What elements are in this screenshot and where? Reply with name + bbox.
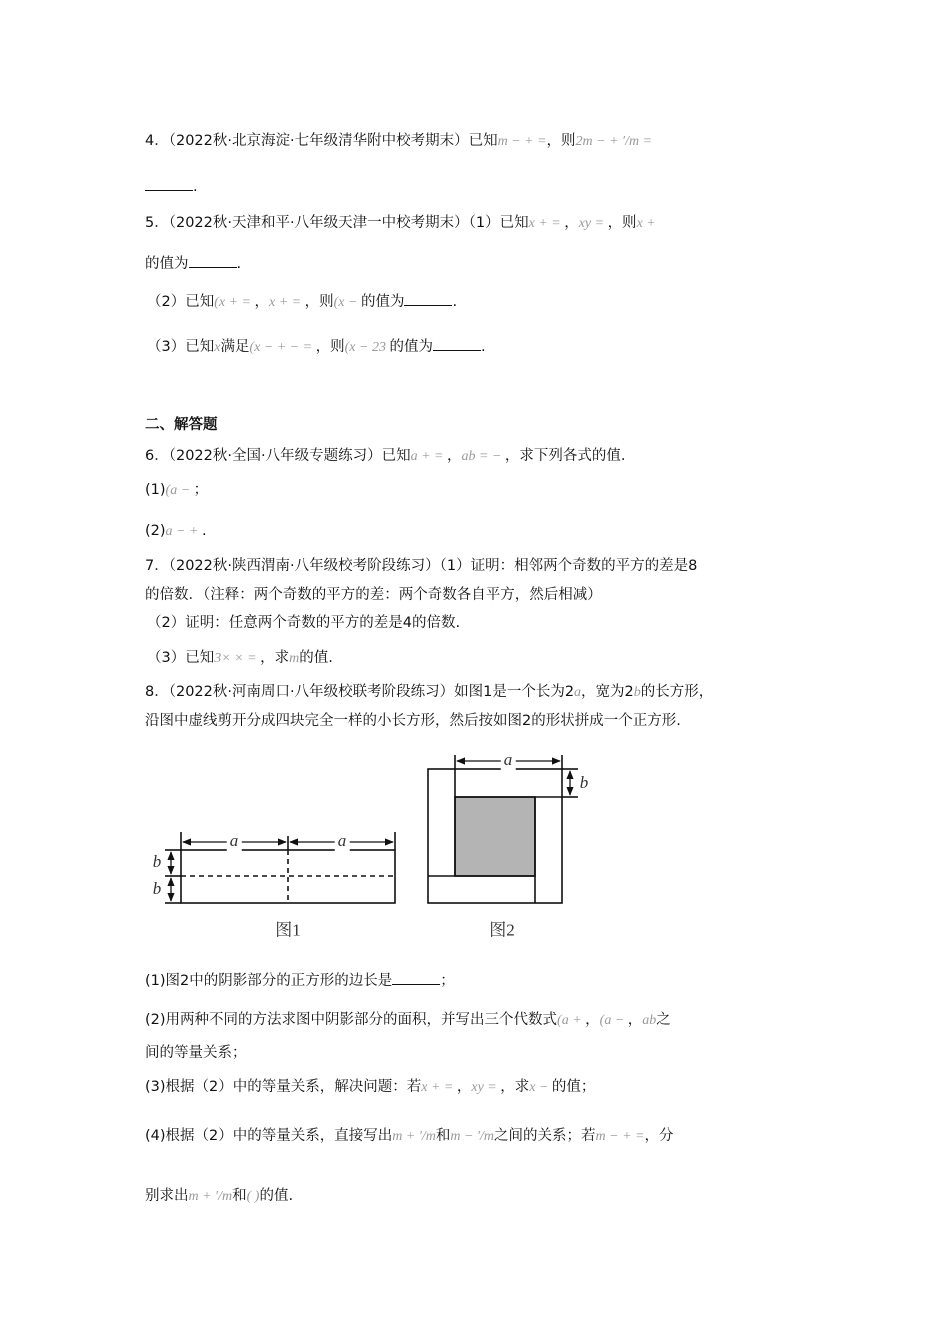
- text-segment: 的倍数．（注释：两个奇数的平方的差：两个奇数各自平方，然后相减）: [145, 587, 602, 603]
- math-expression: (a +: [557, 1013, 586, 1028]
- math-expression: (x − 23: [344, 340, 390, 355]
- text-segment: (2): [145, 523, 166, 539]
- text-segment: ，则: [546, 133, 576, 149]
- text-segment: 7．（2022秋·陕西渭南·八年级校考阶段练习）（1）证明：相邻两个奇数的平方的差是8: [145, 558, 698, 574]
- text-segment: （3）已知: [147, 339, 215, 355]
- text-segment: 5．（2022秋·天津和平·八年级天津一中校考期末）（1）已知: [145, 215, 529, 231]
- fig1-label-b-top: b: [152, 852, 162, 871]
- text-segment: ，求: [260, 650, 290, 666]
- text-segment: ，: [254, 294, 270, 310]
- text-segment: (1): [145, 482, 166, 498]
- math-expression: m: [289, 651, 300, 666]
- text-segment: .: [452, 294, 458, 310]
- text-segment: ，则: [315, 339, 345, 355]
- math-expression: x +: [636, 216, 656, 231]
- section-heading: 二、解答题: [145, 417, 218, 433]
- math-expression: x: [214, 340, 221, 355]
- text-segment: ，: [564, 215, 579, 231]
- text-segment: 满足: [220, 339, 250, 355]
- text-segment: 间的等量关系；: [145, 1045, 247, 1061]
- fig2-shaded-square: [455, 797, 535, 876]
- text-segment: 的值为: [145, 256, 189, 272]
- text-segment: 别求出: [145, 1188, 189, 1204]
- text-segment: 和: [232, 1188, 247, 1204]
- fig1-label-a-right: a: [335, 831, 350, 851]
- math-expression: (a −: [599, 1013, 628, 1028]
- text-segment: .: [480, 339, 486, 355]
- math-expression: a − +: [165, 524, 202, 539]
- figure-2: [428, 755, 578, 903]
- math-expression: a + =: [410, 449, 447, 464]
- math-expression: ( ): [246, 1189, 260, 1204]
- math-expression: ab: [642, 1013, 657, 1028]
- math-expression: ab = −: [461, 449, 505, 464]
- fig1-label-a-left: a: [227, 831, 242, 851]
- text-segment: ，求: [500, 1079, 530, 1095]
- text-segment: ，则: [304, 294, 334, 310]
- text-segment: ，: [447, 448, 462, 464]
- text-segment: 沿图中虚线剪开分成四块完全一样的小长方形，然后按如图2的形状拼成一个正方形.: [145, 713, 681, 729]
- fig1-caption: 图1: [275, 920, 301, 940]
- text-segment: ，分: [644, 1128, 674, 1144]
- math-expression: m − + =: [595, 1129, 645, 1144]
- text-segment: ；: [193, 482, 209, 498]
- text-segment: ，: [585, 1012, 600, 1028]
- text-segment: (2)用两种不同的方法求图中阴影部分的面积，并写出三个代数式: [145, 1012, 558, 1028]
- math-expression: xy =: [471, 1080, 501, 1095]
- text-segment: 的长方形，: [640, 684, 714, 700]
- math-expression: m + ′/m: [392, 1129, 436, 1144]
- math-expression: (x − + − =: [249, 340, 316, 355]
- text-segment: 4．（2022秋·北京海淀·七年级清华附中校考期末）已知: [145, 133, 498, 149]
- text-segment: 的值.: [259, 1188, 294, 1204]
- text-segment: ，: [456, 1079, 472, 1095]
- text-segment: 的值为: [360, 294, 405, 310]
- text-segment: 之: [656, 1012, 671, 1028]
- math-expression: b: [633, 685, 641, 700]
- fig2-caption: 图2: [489, 920, 515, 940]
- math-expression: 3× × =: [214, 651, 261, 666]
- fig2-label-b: b: [579, 773, 589, 792]
- math-expression: 2m − + ′/m =: [575, 134, 653, 149]
- fig2-label-a: a: [501, 750, 516, 770]
- text-segment: (1)图2中的阴影部分的正方形的边长是: [145, 973, 393, 989]
- text-segment: 和: [435, 1128, 451, 1144]
- figure-1: [165, 832, 395, 903]
- text-segment: (4)根据（2）中的等量关系，直接写出: [145, 1128, 393, 1144]
- math-expression: (a −: [165, 483, 194, 498]
- text-segment: ；: [440, 973, 455, 989]
- text-segment: .: [236, 256, 242, 272]
- text-segment: ，则: [607, 215, 637, 231]
- text-segment: 的值为: [389, 339, 433, 355]
- text-segment: 的值.: [299, 650, 333, 666]
- text-segment: 6．（2022秋·全国·八年级专题练习）已知: [145, 448, 411, 464]
- text-segment: .: [201, 523, 207, 539]
- math-expression: (x −: [333, 295, 361, 310]
- text-segment: ，求下列各式的值.: [504, 448, 626, 464]
- text-segment: 8．（2022秋·河南周口·八年级校联考阶段练习）如图1是一个长为2: [145, 684, 575, 700]
- math-expression: x + =: [269, 295, 305, 310]
- text-segment: 之间的关系；若: [494, 1128, 596, 1144]
- math-expression: x −: [529, 1080, 552, 1095]
- math-expression: m − + =: [497, 134, 547, 149]
- text-segment: ，宽为2: [581, 684, 634, 700]
- fig1-label-b-bottom: b: [152, 879, 162, 898]
- math-expression: xy =: [578, 216, 608, 231]
- text-segment: （2）证明：任意两个奇数的平方的差是4的倍数.: [147, 615, 461, 631]
- text-segment: .: [193, 179, 198, 195]
- text-segment: ，: [627, 1012, 643, 1028]
- math-expression: m − ′/m: [450, 1129, 495, 1144]
- math-expression: (x + =: [214, 295, 255, 310]
- math-expression: x + =: [528, 216, 565, 231]
- text-segment: （2）已知: [147, 294, 215, 310]
- math-expression: x + =: [421, 1080, 457, 1095]
- math-expression: a: [574, 685, 582, 700]
- math-expression: m + ′/m: [188, 1189, 233, 1204]
- text-segment: （3）已知: [147, 650, 215, 666]
- text-segment: (3)根据（2）中的等量关系，解决问题：若: [145, 1079, 422, 1095]
- text-segment: 的值；: [551, 1079, 596, 1095]
